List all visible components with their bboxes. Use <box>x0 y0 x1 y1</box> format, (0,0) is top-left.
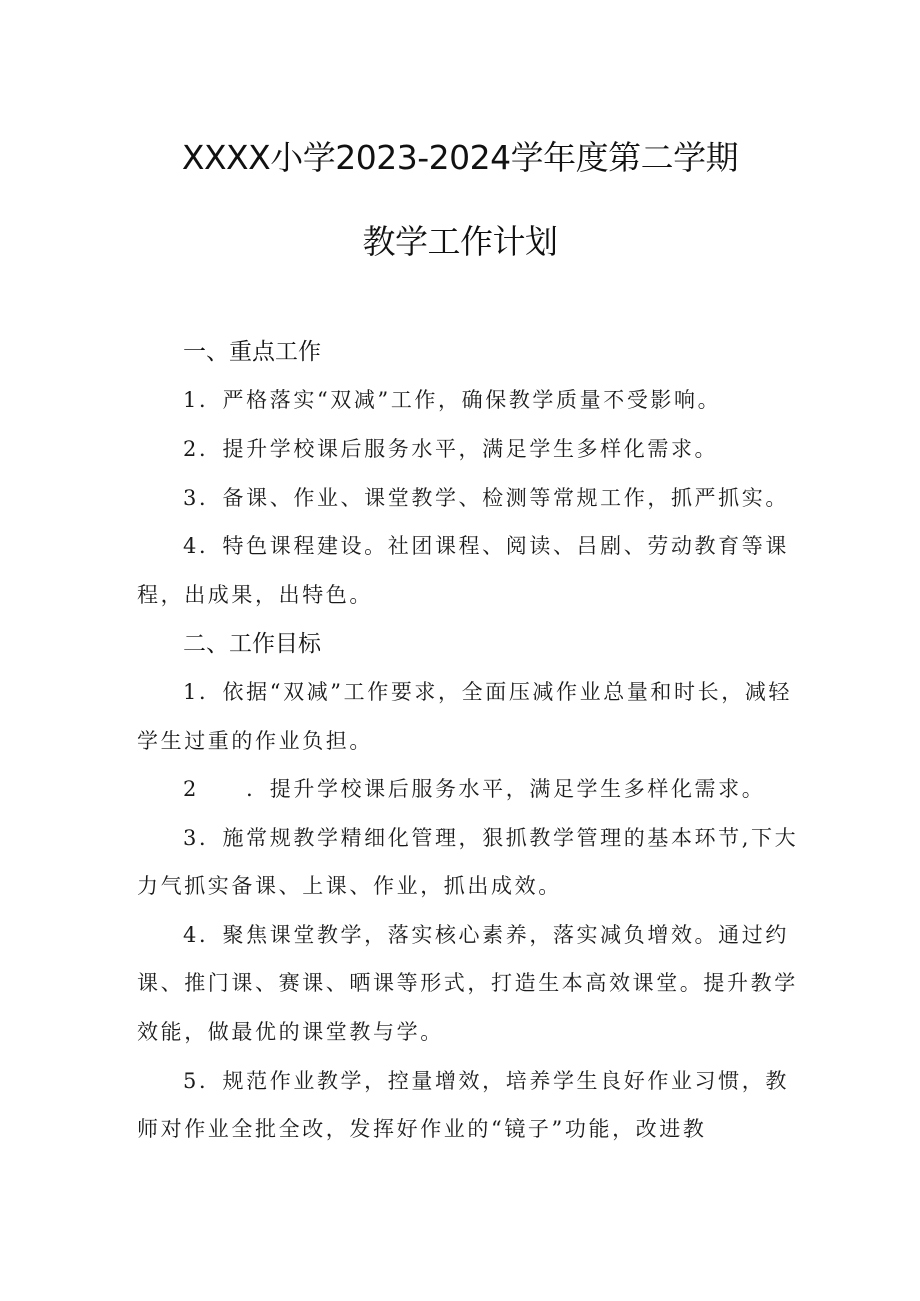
document-title-line-1: XXXX小学2023-2024学年度第二学期 <box>181 138 739 177</box>
paragraph-line: 3．施常规教学精细化管理，狠抓教学管理的基本环节,下大 <box>183 826 799 850</box>
paragraph-line: 4．聚焦课堂教学，落实核心素养，落实减负增效。通过约 <box>183 923 789 947</box>
paragraph-line: 3．备课、作业、课堂教学、检测等常规工作，抓严抓实。 <box>183 486 789 510</box>
paragraph-line: 2．提升学校课后服务水平，满足学生多样化需求。 <box>183 437 719 461</box>
paragraph-line: 程，出成果，出特色。 <box>137 583 373 607</box>
paragraph-line: 课、推门课、赛课、晒课等形式，打造生本高效课堂。提升教学 <box>137 971 798 995</box>
paragraph-line: 5．规范作业教学，控量增效，培养学生良好作业习惯，教 <box>183 1069 789 1093</box>
paragraph-line: 学生过重的作业负担。 <box>137 729 373 753</box>
paragraph-line: 效能，做最优的课堂教与学。 <box>137 1020 444 1044</box>
paragraph-line: 力气抓实备课、上课、作业，抓出成效。 <box>137 874 562 898</box>
paragraph-line: 2 ．提升学校课后服务水平，满足学生多样化需求。 <box>183 777 766 801</box>
paragraph-line: 师对作业全批全改，发挥好作业的“镜子”功能，改进教 <box>137 1117 707 1141</box>
paragraph-line: 1．依据“双减”工作要求，全面压减作业总量和时长，减轻 <box>183 680 793 704</box>
section-heading-key-work: 一、重点工作 <box>183 339 321 365</box>
paragraph-line: 4．特色课程建设。社团课程、阅读、吕剧、劳动教育等课 <box>183 534 789 558</box>
paragraph-line: 1．严格落实“双减”工作，确保教学质量不受影响。 <box>183 388 722 412</box>
document-title-line-2: 教学工作计划 <box>362 222 558 261</box>
section-heading-goals: 二、工作目标 <box>183 631 321 657</box>
